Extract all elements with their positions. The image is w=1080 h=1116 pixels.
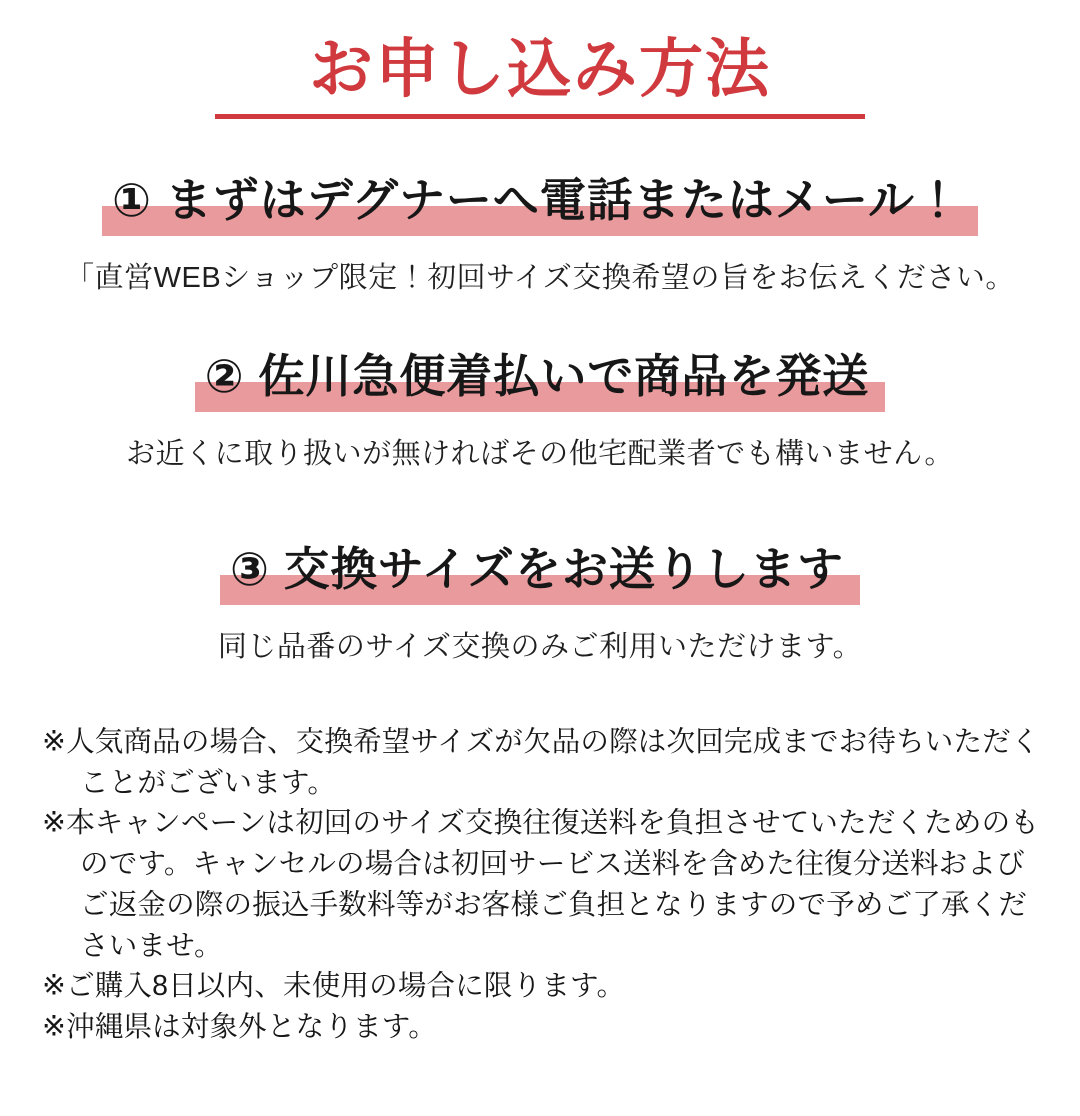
step-1-section bbox=[0, 174, 1080, 299]
step-2-subtext: お近くに取り扱いが無ければその他宅配業者でも構いません。 bbox=[126, 437, 954, 470]
step-3-heading: ③ 交換サイズをお送りします bbox=[220, 546, 860, 605]
step-1-heading: ① まずはデグナーへ電話またはメール！ bbox=[102, 177, 978, 236]
disclaimer-item: ※ご購入8日以内、未使用の場合に限ります。 bbox=[42, 970, 626, 1003]
step-3-subtext: 同じ品番のサイズ交換のみご利用いただけます。 bbox=[217, 631, 863, 664]
step-3-section bbox=[0, 543, 1080, 668]
disclaimer-item: ※人気商品の場合、交換希望サイズが欠品の際は次回完成までお待ちいただくことがございます。 bbox=[42, 725, 1040, 799]
disclaimer-list bbox=[42, 722, 1044, 1048]
page-title: お申し込み方法 bbox=[309, 33, 771, 105]
step-2-section bbox=[0, 349, 1080, 475]
disclaimer-item: ※本キャンペーンは初回のサイズ交換往復送料を負担させていただくためのものです。キャンセルの場合は初回サービス送料を含めた往復分送料およびご返金の際の振込手数料等がお客様ご負担となりますので予めご了承くださいませ。 bbox=[42, 807, 1040, 962]
disclaimer-item: ※沖縄県は対象外となります。 bbox=[42, 1011, 437, 1044]
step-2-heading: ② 佐川急便着払いで商品を発送 bbox=[195, 353, 886, 412]
application-method-poster bbox=[0, 33, 1080, 1116]
step-1-subtext: 「直営WEBショップ限定！初回サイズ交換希望の旨をお伝えください。 bbox=[65, 262, 1015, 295]
title-underline bbox=[215, 114, 865, 119]
